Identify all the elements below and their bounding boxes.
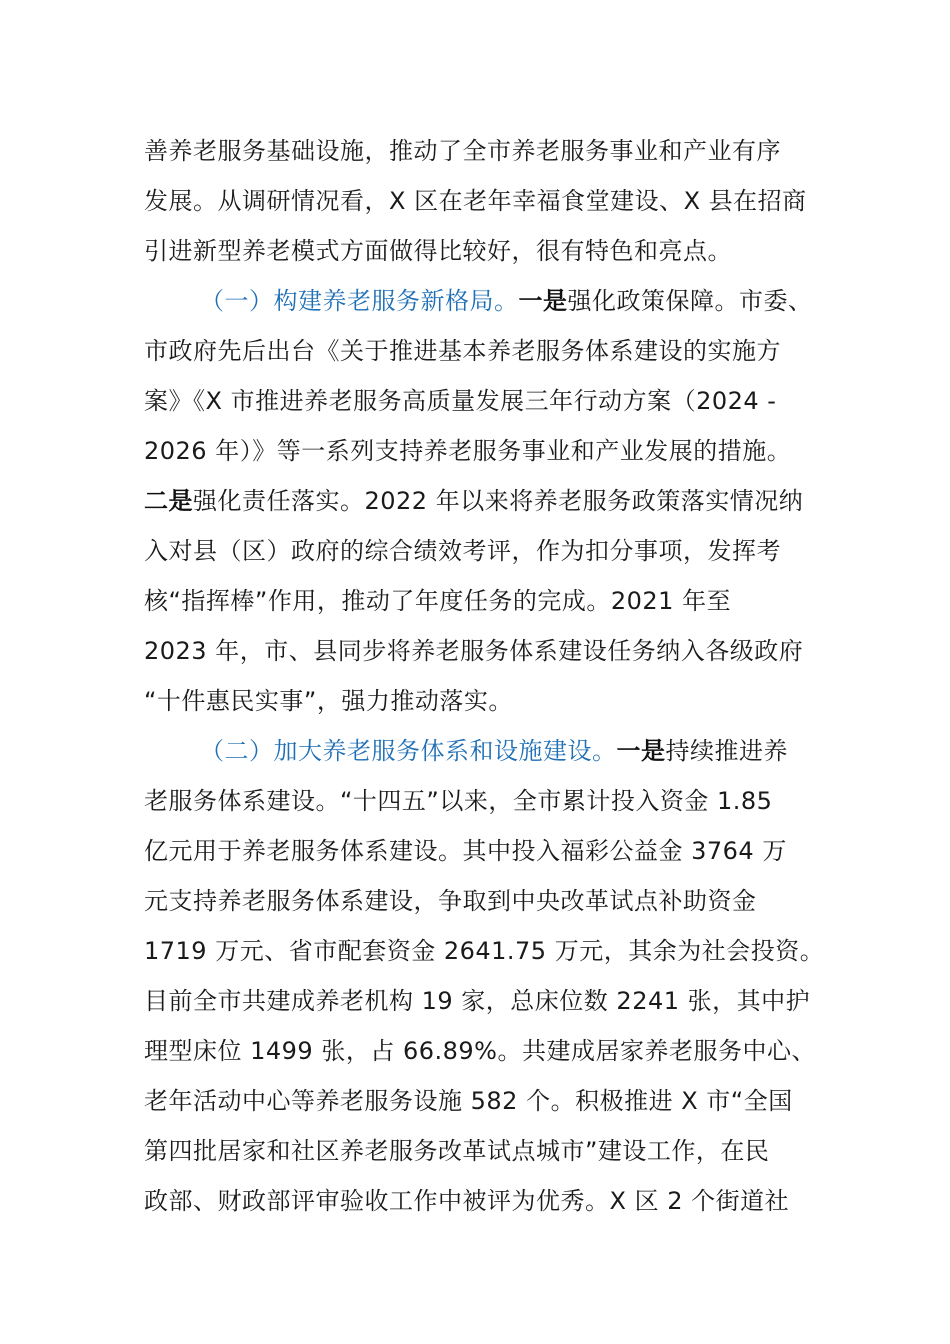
text-line: 老服务体系建设。“十四五”以来，全市累计投入资金 1.85 (144, 787, 773, 815)
text-line: 理型床位 1499 张，占 66.89%。共建成居家养老服务中心、 (144, 1037, 816, 1065)
text-line: 1719 万元、省市配套资金 2641.75 万元，其余为社会投资。 (144, 937, 825, 965)
text-line: 案》《X 市推进养老服务高质量发展三年行动方案（2024 - (144, 387, 777, 415)
text-line: “十件惠民实事”，强力推动落实。 (144, 687, 513, 715)
section-heading-line-2 (144, 726, 824, 776)
section-heading-1: （一）构建养老服务新格局。 (200, 287, 519, 315)
text-line: 老年活动中心等养老服务设施 582 个。积极推进 X 市“全国 (144, 1087, 793, 1115)
text-line: 引进新型养老模式方面做得比较好，很有特色和亮点。 (144, 237, 732, 265)
text-line: 发展。从调研情况看，X 区在老年幸福食堂建设、X 县在招商 (144, 187, 807, 215)
text-run: 持续推进养 (665, 737, 788, 765)
text-line: 亿元用于养老服务体系建设。其中投入福彩公益金 3764 万 (144, 837, 787, 865)
section-heading-line-1 (144, 276, 824, 326)
text-line: 市政府先后出台《关于推进基本养老服务体系建设的实施方 (144, 337, 781, 365)
point-marker-1b: 二是 (144, 487, 193, 515)
point-marker-2a: 一是 (616, 737, 666, 765)
section-heading-2: （二）加大养老服务体系和设施建设。 (200, 737, 617, 765)
text-line: 政部、财政部评审验收工作中被评为优秀。X 区 2 个街道社 (144, 1187, 790, 1215)
text-line: 2023 年，市、县同步将养老服务体系建设任务纳入各级政府 (144, 637, 804, 665)
text-line: 入对县（区）政府的综合绩效考评，作为扣分事项，发挥考 (144, 537, 781, 565)
text-line (144, 476, 824, 526)
text-run: 强化政策保障。市委、 (567, 287, 813, 315)
text-line: 善养老服务基础设施，推动了全市养老服务事业和产业有序 (144, 137, 781, 165)
text-line: 2026 年）》等一系列支持养老服务事业和产业发展的措施。 (144, 437, 792, 465)
point-marker-1a: 一是 (518, 287, 568, 315)
text-line: 第四批居家和社区养老服务改革试点城市”建设工作，在民 (144, 1137, 770, 1165)
text-line: 目前全市共建成养老机构 19 家，总床位数 2241 张，其中护 (144, 987, 811, 1015)
text-run: 强化责任落实。2022 年以来将养老服务政策落实情况纳 (193, 487, 804, 515)
text-line: 元支持养老服务体系建设，争取到中央改革试点补助资金 (144, 887, 757, 915)
document-body (144, 126, 824, 1226)
text-line: 核“指挥棒”作用，推动了年度任务的完成。2021 年至 (144, 587, 732, 615)
